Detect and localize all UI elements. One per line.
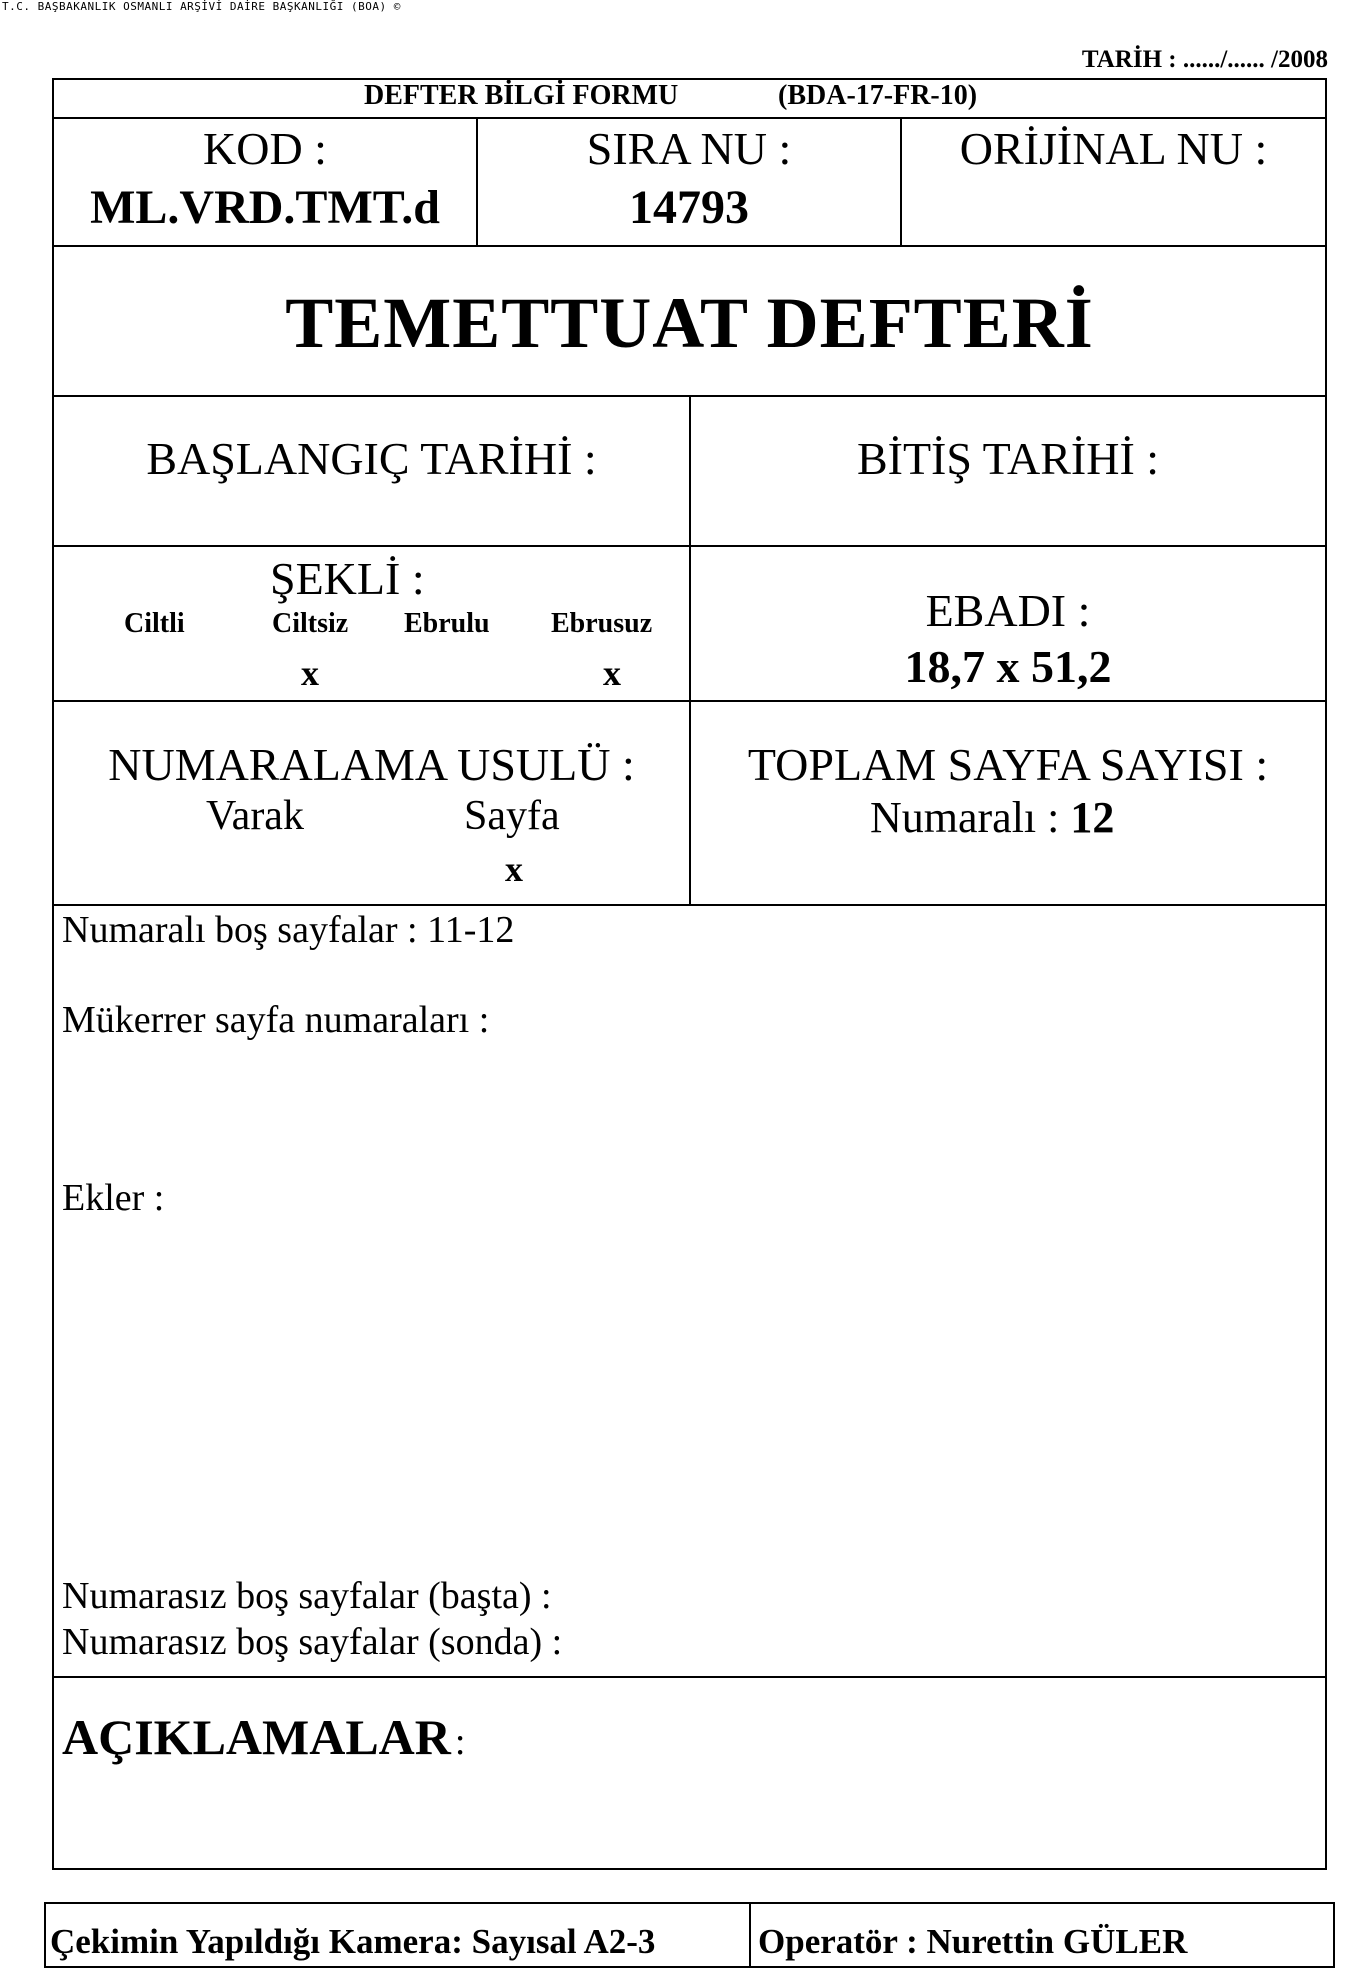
orijinal-nu-label: ORİJİNAL NU : bbox=[959, 123, 1268, 174]
form-title: DEFTER BİLGİ FORMU bbox=[364, 80, 679, 111]
sekli-option-ciltsiz: Ciltsiz bbox=[272, 608, 349, 639]
baslangic-tarihi-label: BAŞLANGIÇ TARİHİ : bbox=[146, 433, 597, 484]
sira-nu-value: 14793 bbox=[629, 181, 749, 234]
toplam-sayfa-numarali bbox=[870, 792, 1114, 843]
footer-bottom bbox=[44, 1966, 1335, 1968]
aciklamalar-label: AÇIKLAMALAR bbox=[62, 1709, 451, 1765]
numaralama-option-sayfa: Sayfa bbox=[464, 793, 560, 839]
aciklamalar-colon: : bbox=[454, 1721, 466, 1763]
defter-name: TEMETTUAT DEFTERİ bbox=[285, 283, 1094, 363]
archive-header: T.C. BAŞBAKANLIK OSMANLI ARŞİVİ DAİRE BAŞKANLIĞI (BOA) © bbox=[2, 0, 401, 13]
toplam-sayfa-label: TOPLAM SAYFA SAYISI : bbox=[747, 739, 1269, 790]
footer-divider bbox=[749, 1902, 751, 1968]
numaralama-usulu-label: NUMARALAMA USULÜ : bbox=[108, 739, 635, 790]
sekli-option-ciltli: Ciltli bbox=[124, 608, 185, 639]
kod-label: KOD : bbox=[203, 123, 327, 174]
frame-top bbox=[52, 78, 1327, 80]
frame-right bbox=[1325, 78, 1327, 1870]
numarali-bos-sayfalar bbox=[62, 908, 514, 952]
sira-nu-label: SIRA NU : bbox=[586, 123, 792, 174]
mukerrer-sayfa-label: Mükerrer sayfa numaraları : bbox=[62, 999, 490, 1041]
numaralama-option-varak: Varak bbox=[206, 793, 304, 839]
divider-sekli-row bbox=[52, 700, 1327, 702]
kod-value: ML.VRD.TMT.d bbox=[90, 181, 440, 234]
numarasiz-basta-label: Numarasız boş sayfalar (başta) : bbox=[62, 1575, 552, 1617]
divider-aciklamalar bbox=[52, 1676, 1327, 1678]
ebadi-label: EBADI : bbox=[925, 585, 1091, 636]
toplam-sayfa-sub-label: Numaralı : bbox=[870, 793, 1060, 842]
numarali-bos-sayfalar-label: Numaralı boş sayfalar : bbox=[62, 909, 418, 951]
footer-left bbox=[44, 1902, 46, 1968]
frame-bottom bbox=[52, 1868, 1327, 1870]
bitis-tarihi-label: BİTİŞ TARİHİ : bbox=[856, 433, 1160, 484]
ekler-label: Ekler : bbox=[62, 1177, 165, 1219]
form-code: (BDA-17-FR-10) bbox=[778, 80, 978, 111]
ebadi-value: 18,7 x 51,2 bbox=[904, 641, 1112, 692]
divider-numaralama-row bbox=[52, 904, 1327, 906]
numarali-bos-sayfalar-value: 11-12 bbox=[427, 909, 515, 951]
divider-title bbox=[52, 117, 1327, 119]
sekli-label: ŞEKLİ : bbox=[270, 553, 425, 604]
numarasiz-sonda-label: Numarasız boş sayfalar (sonda) : bbox=[62, 1621, 563, 1663]
footer-kamera: Çekimin Yapıldığı Kamera: Sayısal A2-3 bbox=[50, 1922, 656, 1961]
footer-right bbox=[1333, 1902, 1335, 1968]
sekli-mark-ciltsiz: x bbox=[301, 653, 319, 693]
divider-kod-row bbox=[52, 245, 1327, 247]
divider-dates-row bbox=[52, 545, 1327, 547]
sekli-option-ebrulu: Ebrulu bbox=[404, 608, 490, 639]
sekli-mark-ebrusuz: x bbox=[603, 653, 621, 693]
footer-top bbox=[44, 1902, 1335, 1904]
numaralama-mark-sayfa: x bbox=[505, 849, 523, 889]
aciklamalar bbox=[62, 1708, 465, 1766]
date-line: TARİH : ....../...... /2008 bbox=[1081, 46, 1328, 73]
sekli-option-ebrusuz: Ebrusuz bbox=[551, 608, 653, 639]
footer-operator: Operatör : Nurettin GÜLER bbox=[758, 1922, 1188, 1961]
toplam-sayfa-value: 12 bbox=[1070, 793, 1115, 842]
